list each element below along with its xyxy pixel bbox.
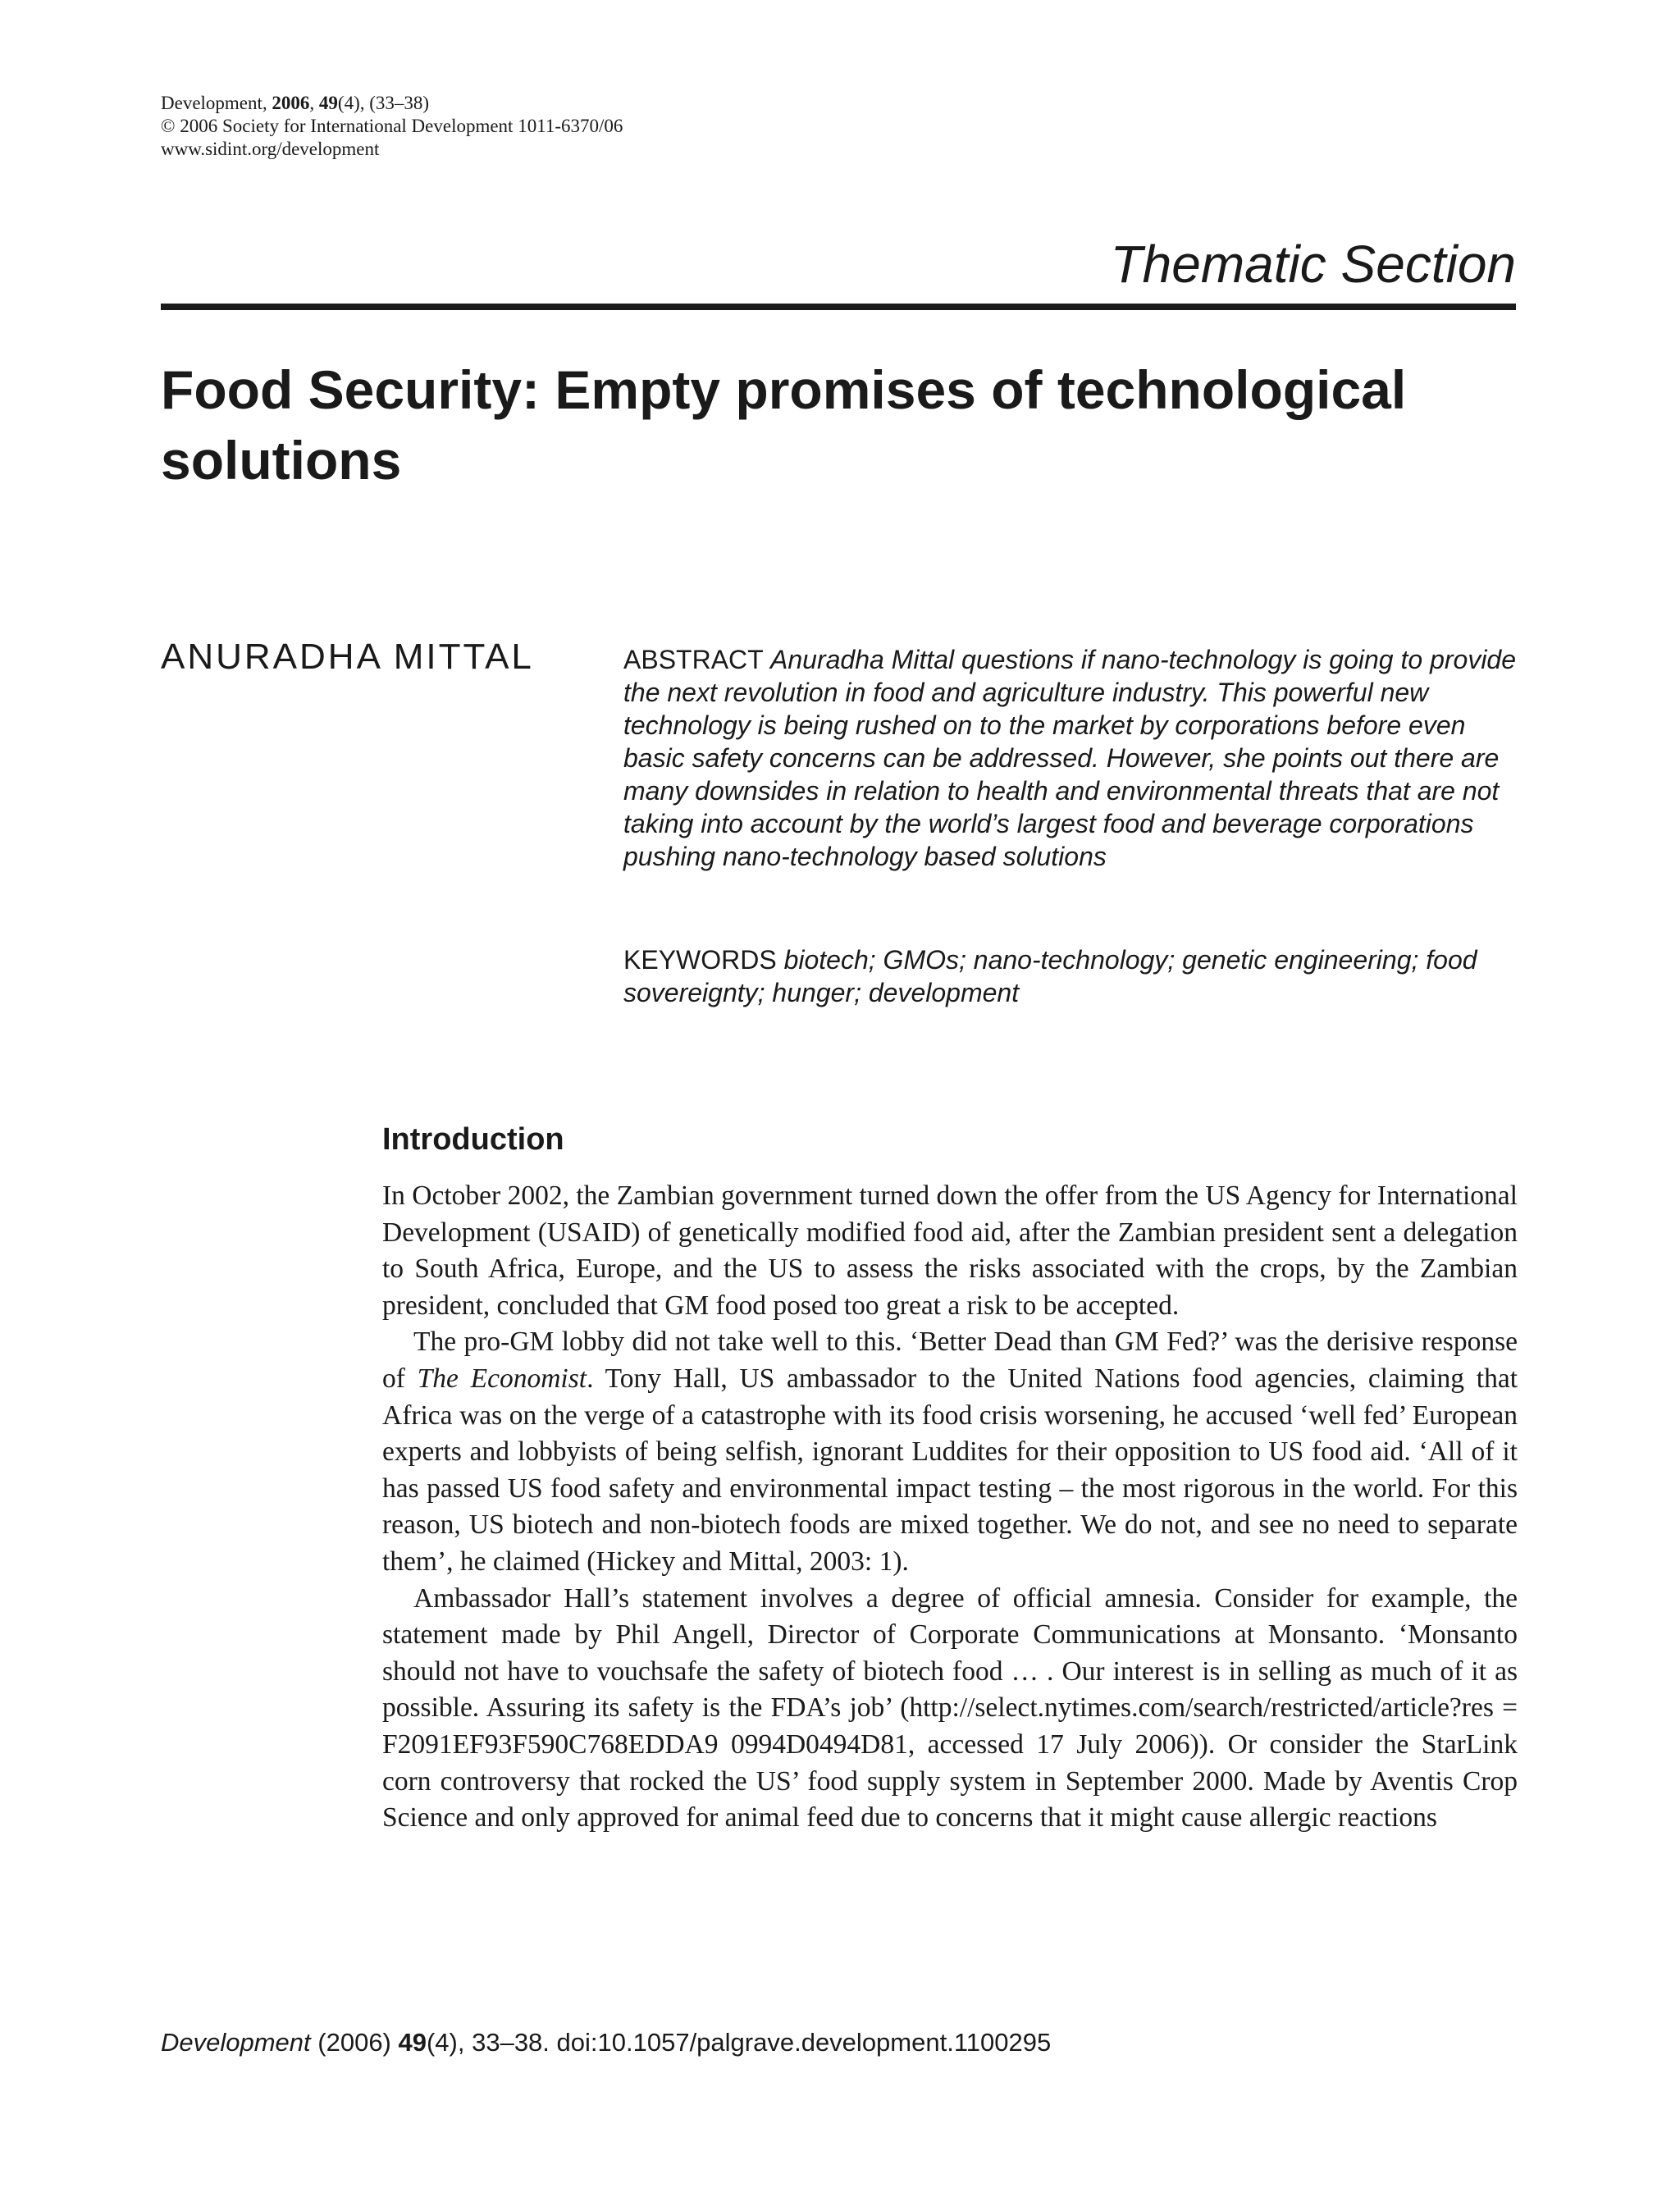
abstract-text: Anuradha Mittal questions if nano-technology is going to provide the next revolution in food and agriculture industry. This powerful new technology is being rushed on to the market by corporations before even basic safety concerns can be addressed. However, she points out there are many downsides in relation to health and environmental threats that are not taking into account by the world’s largest food and beverage corporations pushing nano-technology based solutions xyxy=(623,645,1517,871)
journal-year: 2006 xyxy=(272,93,310,113)
keywords-block xyxy=(623,943,1526,1009)
paragraph-2 xyxy=(382,1324,1518,1580)
introduction-heading: Introduction xyxy=(382,1122,564,1157)
footer-journal-name: Development xyxy=(161,2028,311,2057)
keywords-label: KEYWORDS xyxy=(623,945,777,975)
abstract-block xyxy=(623,643,1526,873)
keywords-text: biotech; GMOs; nano-technology; genetic engineering; food sovereignty; hunger; development xyxy=(623,945,1477,1007)
article-body xyxy=(382,1178,1518,1837)
footer-doi: (4), 33–38. doi:10.1057/palgrave.development.1100295 xyxy=(426,2028,1052,2057)
copyright-line: © 2006 Society for International Development 1011-6370/06 xyxy=(161,116,623,136)
journal-name: Development, xyxy=(161,93,272,113)
paragraph-2-start: The pro-GM lobby did not take well to this. ‘Better Dead than GM Fed?’ was the derisive response of xyxy=(382,1327,1518,1394)
section-rule xyxy=(161,304,1516,310)
journal-url: www.sidint.org/development xyxy=(161,139,380,159)
journal-header xyxy=(161,92,623,161)
footer-year: (2006) xyxy=(310,2028,399,2057)
footer-citation xyxy=(161,2028,1051,2057)
paragraph-1: In October 2002, the Zambian government turned down the offer from the US Agency for International Development (USAID) of genetically modified food aid, after the Zambian president sent a delegation to South Africa, Europe, and the US to assess the risks associated with the crops, by the Zambian president, concluded that GM food posed too great a risk to be accepted. xyxy=(382,1180,1518,1321)
footer-volume: 49 xyxy=(398,2028,427,2057)
paragraph-2-end: . Tony Hall, US ambassador to the United Nations food agencies, claiming that Africa was on the verge of a catastrophe with its food crisis worsening, he accused ‘well fed’ European experts and lobbyists of being selfish, ignorant Luddites for their opposition to US food aid. ‘All of it has passed US food safety and environmental impact testing – the most rigorous in the world. For this reason, US biotech and non-biotech foods are mixed together. We do not, and see no need to separate them’, he claimed (Hickey and Mittal, 2003: 1). xyxy=(382,1363,1518,1577)
journal-issue-pages: (4), (33–38) xyxy=(337,93,430,113)
article-title: Food Security: Empty promises of technological solutions xyxy=(161,359,1407,491)
journal-volume: 49 xyxy=(318,93,338,113)
publication-name: The Economist xyxy=(417,1363,587,1394)
author-name: ANURADHA MITTAL xyxy=(161,637,534,677)
separator: , xyxy=(309,93,319,113)
section-label: Thematic Section xyxy=(1110,235,1516,294)
paragraph-3: Ambassador Hall’s statement involves a degree of official amnesia. Consider for example, the statement made by Phil Angell, Director of Corporate Communications at Monsanto. ‘Monsanto should not have to vouchsafe the safety of biotech food … . Our interest is in selling as much of it as possible. Assuring its safety is the FDA’s job’ (http://select.nytimes.com/search/restricted/article?res = F2091EF93F590C768EDDA9 0994D0494D81, accessed 17 July 2006)). Or consider the StarLink corn controversy that rocked the US’ food supply system in September 2000. Made by Aventis Crop Science and only approved for animal feed due to concerns that it might cause allergic reactions xyxy=(382,1582,1518,1834)
journal-citation-line xyxy=(161,92,623,115)
abstract-label: ABSTRACT xyxy=(623,645,764,674)
